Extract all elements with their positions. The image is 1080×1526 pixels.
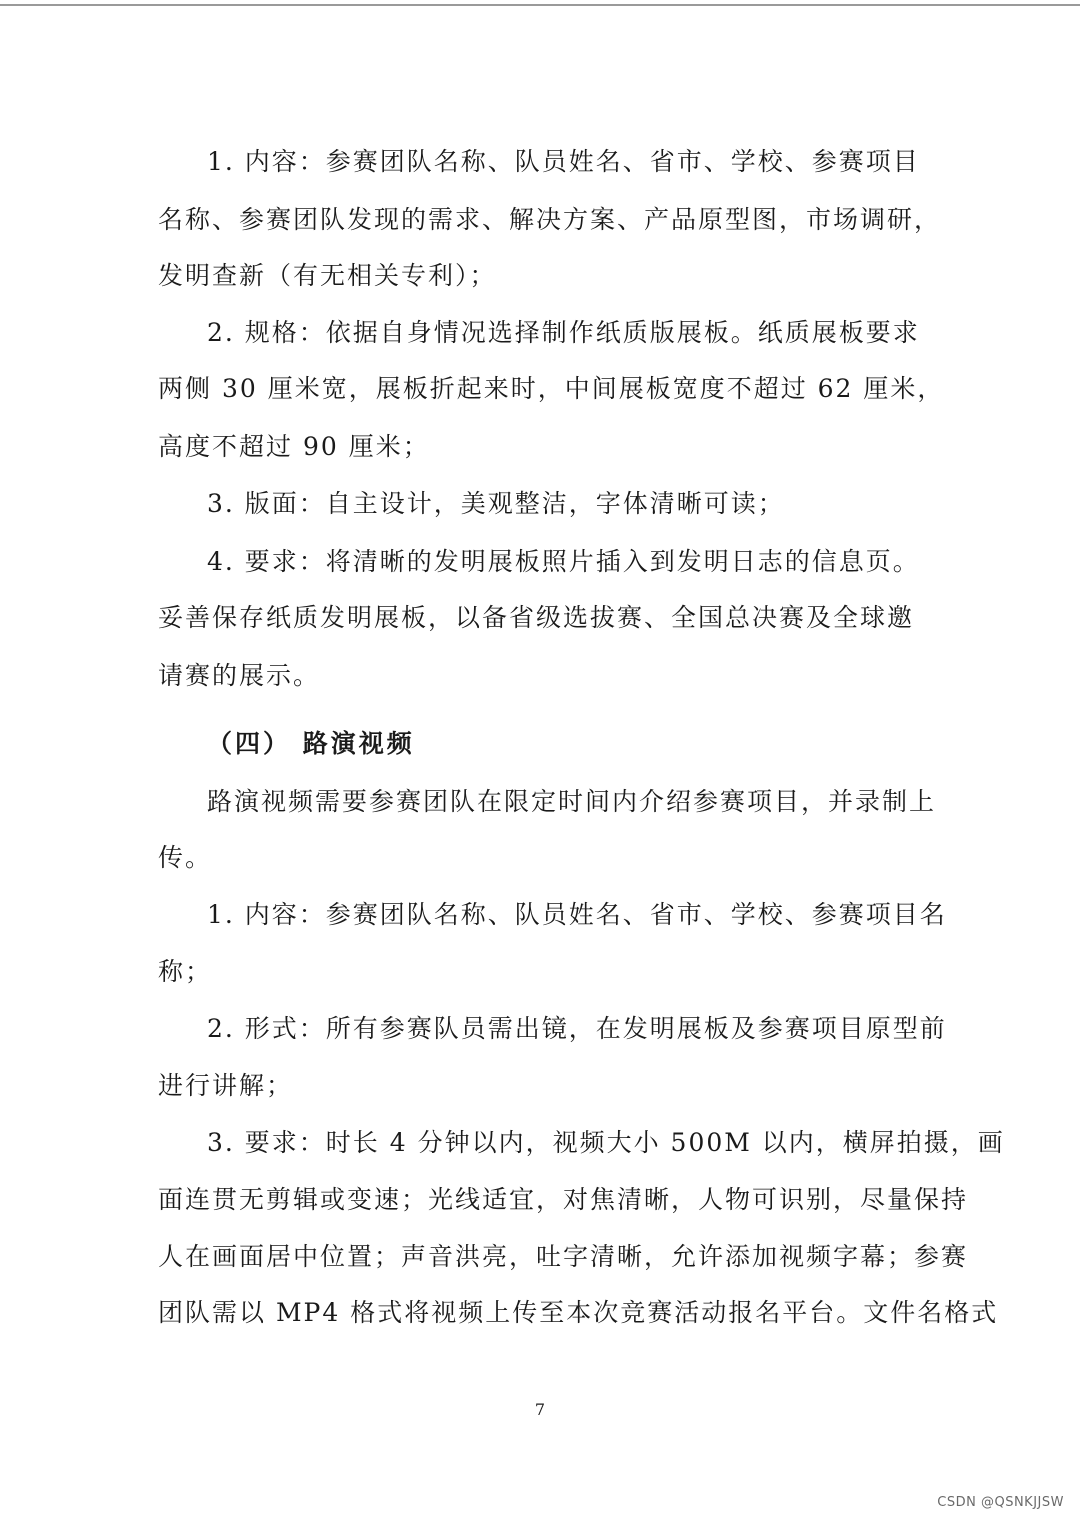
text-line-9: 妥善保存纸质发明展板，以备省级选拔赛、全国总决赛及全球邀: [158, 603, 915, 632]
text-line-4: 2. 规格：依据自身情况选择制作纸质版展板。纸质展板要求: [207, 318, 920, 347]
text-line-19: 面连贯无剪辑或变速；光线适宜，对焦清晰，人物可识别，尽量保持: [158, 1185, 969, 1214]
text-line-16: 2. 形式：所有参赛队员需出镜，在发明展板及参赛项目原型前: [207, 1014, 947, 1043]
text-line-1: 1. 内容：参赛团队名称、队员姓名、省市、学校、参赛项目: [207, 147, 920, 176]
text-line-5: 两侧 30 厘米宽，展板折起来时，中间展板宽度不超过 62 厘米，: [158, 374, 945, 403]
text-line-15: 称；: [158, 957, 213, 986]
text-line-20: 人在画面居中位置；声音洪亮，吐字清晰，允许添加视频字幕；参赛: [158, 1242, 969, 1271]
text-line-13: 传。: [158, 843, 213, 872]
text-line-14: 1. 内容：参赛团队名称、队员姓名、省市、学校、参赛项目名: [207, 900, 947, 929]
text-line-12: 路演视频需要参赛团队在限定时间内介绍参赛项目，并录制上: [207, 787, 937, 816]
text-line-6: 高度不超过 90 厘米；: [158, 432, 430, 461]
text-line-17: 进行讲解；: [158, 1071, 294, 1100]
text-line-2: 名称、参赛团队发现的需求、解决方案、产品原型图，市场调研，: [158, 205, 942, 234]
page-number: 7: [534, 1400, 546, 1419]
text-line-21: 团队需以 MP4 格式将视频上传至本次竞赛活动报名平台。文件名格式: [158, 1298, 999, 1327]
text-line-3: 发明查新（有无相关专利）；: [158, 261, 497, 290]
text-line-7: 3. 版面：自主设计，美观整洁，字体清晰可读；: [207, 489, 785, 518]
text-line-10: 请赛的展示。: [158, 661, 321, 690]
watermark: CSDN @QSNKJJSW: [937, 1495, 1064, 1510]
section-heading: （四） 路演视频: [207, 729, 415, 758]
text-line-8: 4. 要求：将清晰的发明展板照片插入到发明日志的信息页。: [207, 547, 920, 576]
text-line-18: 3. 要求：时长 4 分钟以内，视频大小 500M 以内，横屏拍摄，画: [207, 1128, 1005, 1157]
